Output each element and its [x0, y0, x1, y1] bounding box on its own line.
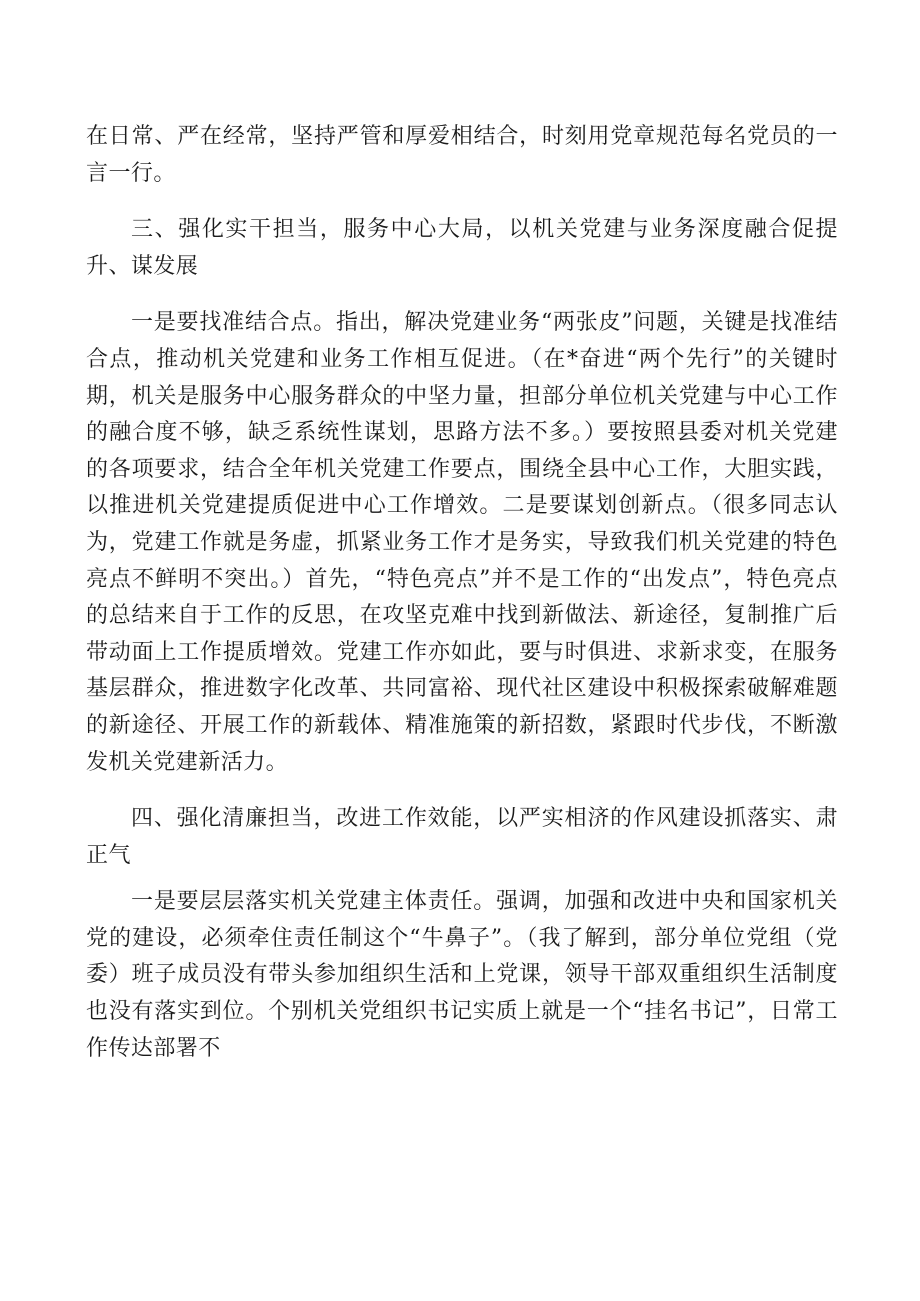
document-body — [86, 119, 838, 1067]
paragraph-spacer — [86, 874, 838, 884]
paragraph-spacer — [86, 285, 838, 305]
section-heading-3: 三、强化实干担当，服务中心大局，以机关党建与业务深度融合促提升、谋发展 — [86, 217, 838, 279]
paragraph-body: 一是要层层落实机关党建主体责任。强调，加强和改进中央和国家机关党的建设，必须牵住责任制这个“牛鼻子”。（我了解到，部分单位党组（党委）班子成员没有带头参加组织生活和上党课，领导干部双重组织生活制度也没有落实到位。个别机关党组织书记实质上就是一个“挂名书记”，日常工作传达部署不 — [86, 889, 838, 1061]
paragraph-continuation: 在日常、严在经常，坚持严管和厚爱相结合，时刻用党章规范每名党员的一言一行。 — [86, 124, 838, 186]
paragraph-spacer — [86, 781, 838, 801]
section-heading-4: 四、强化清廉担当，改进工作效能，以严实相济的作风建设抓落实、肃正气 — [86, 806, 838, 868]
paragraph-body: 一是要找准结合点。指出，解决党建业务“两张皮”问题，关键是找准结合点，推动机关党建和业务工作相互促进。（在*奋进“两个先行”的关键时期，机关是服务中心服务群众的中坚力量，担部分单位机关党建与中心工作的融合度不够，缺乏系统性谋划，思路方法不多。）要按照县委对机关党建的各项要求，结合全年机关党建工作要点，围绕全县中心工作，大胆实践，以推进机关党建提质促进中心工作增效。二是要谋划创新点。（很多同志认为，党建工作就是务虚，抓紧业务工作才是务实，导致我们机关党建的特色亮点不鲜明不突出。）首先，“特色亮点”并不是工作的“出发点”，特色亮点的总结来自于工作的反思，在攻坚克难中找到新做法、新途径，复制推广后带动面上工作提质增效。党建工作亦如此，要与时俱进、求新求变，在服务基层群众，推进数字化改革、共同富裕、现代社区建设中积极探索破解难题的新途径、开展工作的新载体、精准施策的新招数，紧跟时代步伐，不断激发机关党建新活力。 — [86, 310, 838, 775]
paragraph-spacer — [86, 192, 838, 212]
